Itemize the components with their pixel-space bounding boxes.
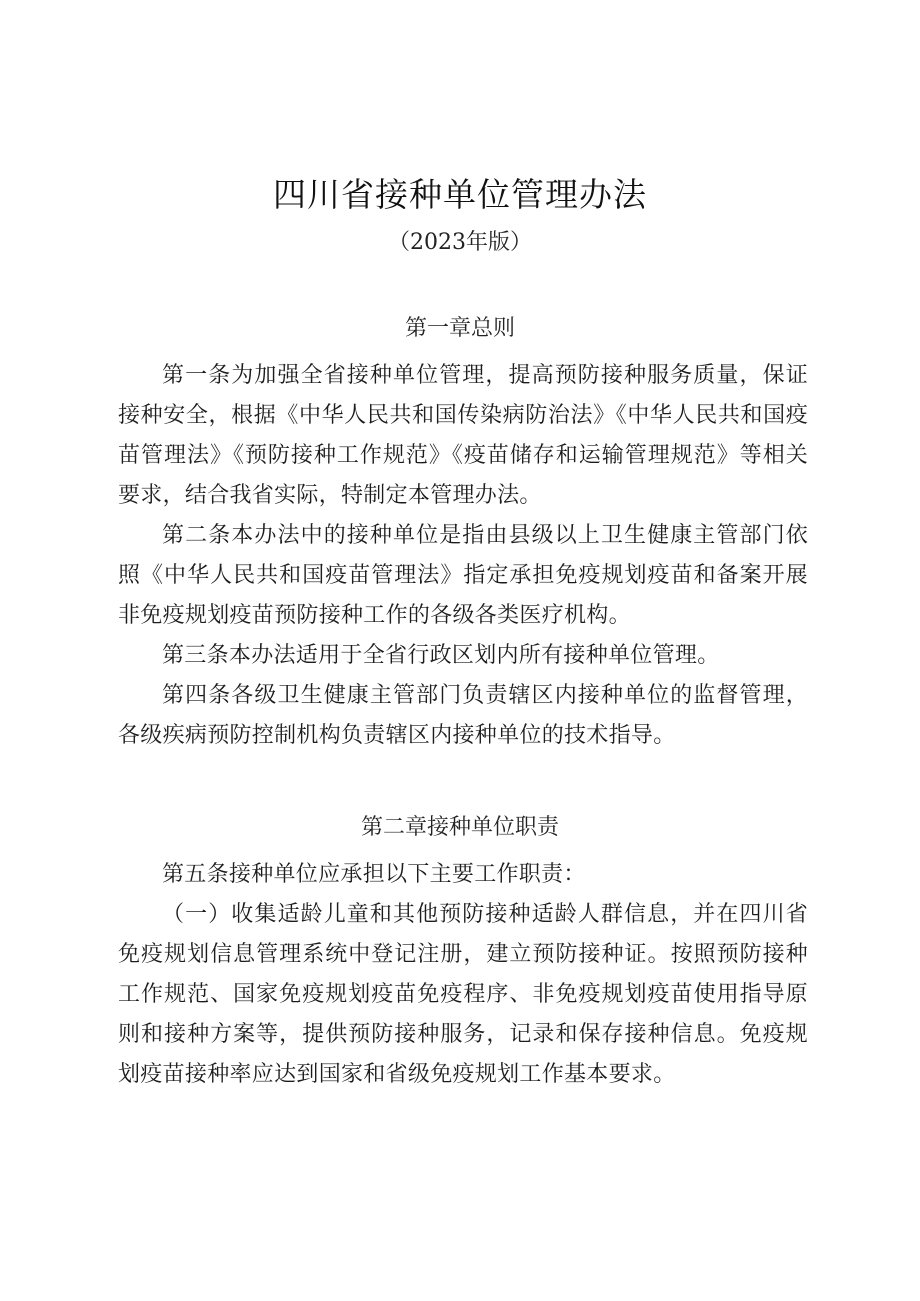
article-1: 第一条为加强全省接种单位管理，提高预防接种服务质量，保证接种安全，根据《中华人民共和国传染病防治法》《中华人民共和国疫苗管理法》《预防接种工作规范》《疫苗储存和运输管理规范》等相关要求，结合我省实际，特制定本管理办法。 bbox=[118, 363, 808, 508]
document-title: 四川省接种单位管理办法 bbox=[273, 175, 647, 214]
document-edition: （2023年版） bbox=[388, 230, 532, 255]
chapter-2-heading: 第二章接种单位职责 bbox=[360, 815, 559, 840]
article-5: 第五条接种单位应承担以下主要工作职责： bbox=[162, 862, 586, 887]
article-5-item-1: （一）收集适龄儿童和其他预防接种适龄人群信息，并在四川省免疫规划信息管理系统中登记注册，建立预防接种证。按照预防接种工作规范、国家免疫规划疫苗免疫程序、非免疫规划疫苗使用指导原则和接种方案等，提供预防接种服务，记录和保存接种信息。免疫规划疫苗接种率应达到国家和省级免疫规划工作基本要求。 bbox=[118, 902, 808, 1087]
article-2: 第二条本办法中的接种单位是指由县级以上卫生健康主管部门依照《中华人民共和国疫苗管理法》指定承担免疫规划疫苗和备案开展非免疫规划疫苗预防接种工作的各级各类医疗机构。 bbox=[118, 523, 808, 628]
article-4: 第四条各级卫生健康主管部门负责辖区内接种单位的监督管理，各级疾病预防控制机构负责辖区内接种单位的技术指导。 bbox=[118, 683, 808, 748]
chapter-1-heading: 第一章总则 bbox=[404, 316, 515, 341]
article-3: 第三条本办法适用于全省行政区划内所有接种单位管理。 bbox=[162, 643, 720, 668]
